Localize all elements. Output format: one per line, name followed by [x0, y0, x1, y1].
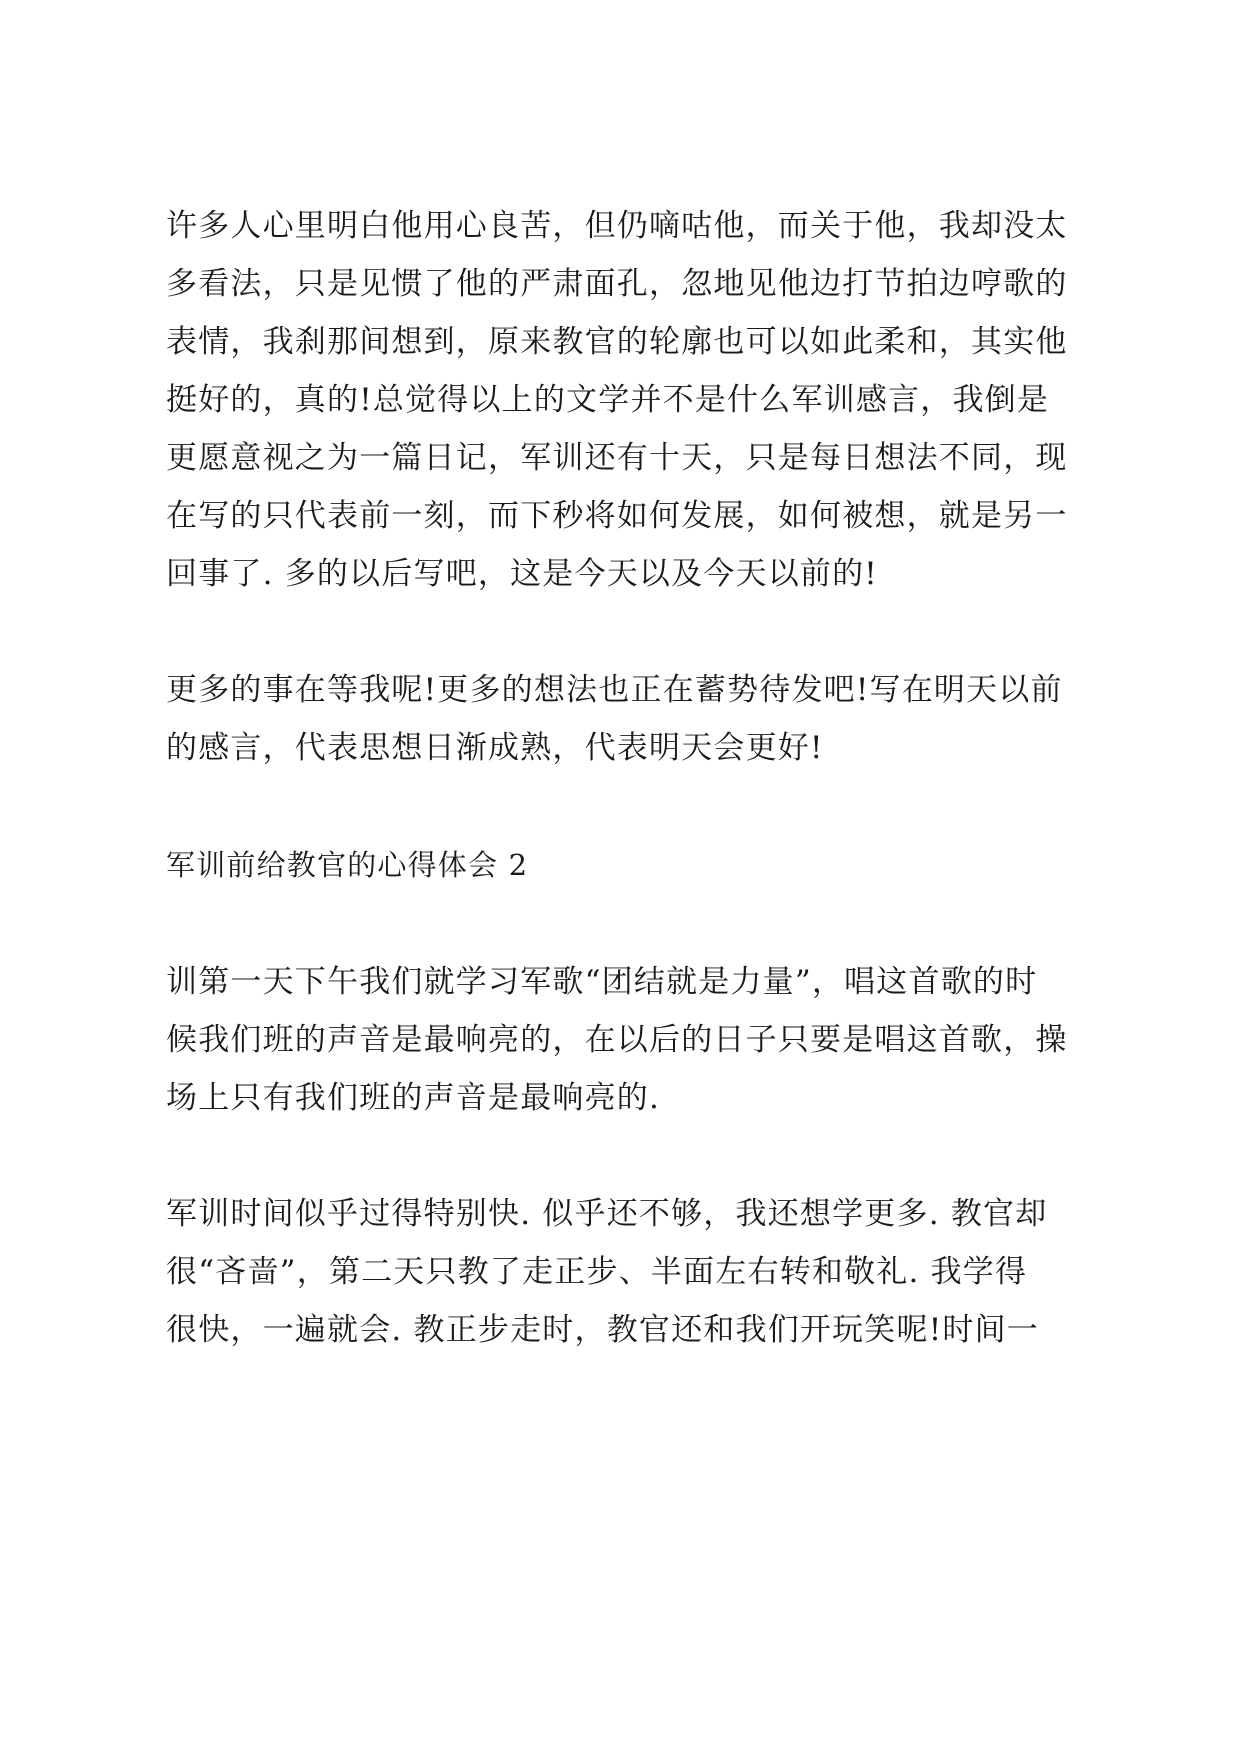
text-line: 很快，一遍就会. 教正步走时，教官还和我们开玩笑呢!时间一 [166, 1312, 1039, 1348]
text-line: 多看法，只是见惯了他的严肃面孔，忽地见他边打节拍边哼歌的 [166, 266, 1068, 302]
text-line: 更愿意视之为一篇日记，军训还有十天，只是每日想法不同，现 [166, 440, 1068, 476]
text-line: 候我们班的声音是最响亮的，在以后的日子只要是唱这首歌，操 [166, 1022, 1068, 1058]
text-line: 的感言，代表思想日渐成熟，代表明天会更好! [166, 730, 824, 766]
text-line: 军训时间似乎过得特别快. 似乎还不够，我还想学更多. 教官却 [166, 1196, 1048, 1232]
heading-text: 军训前给教官的心得体会 2 [166, 848, 529, 882]
text-line: 许多人心里明白他用心良苦，但仍嘀咕他，而关于他，我却没太 [166, 208, 1068, 244]
text-line: 很“吝啬”，第二天只教了走正步、半面左右转和敬礼. 我学得 [166, 1254, 1028, 1290]
text-line: 回事了. 多的以后写吧，这是今天以及今天以前的! [166, 556, 878, 592]
text-line: 表情，我刹那间想到，原来教官的轮廓也可以如此柔和，其实他 [166, 324, 1068, 360]
text-line: 训第一天下午我们就学习军歌“团结就是力量”，唱这首歌的时 [166, 964, 1038, 1000]
text-line: 挺好的，真的!总觉得以上的文学并不是什么军训感言，我倒是 [166, 382, 1050, 418]
text-line: 在写的只代表前一刻，而下秒将如何发展，如何被想，就是另一 [166, 498, 1068, 534]
text-line: 更多的事在等我呢!更多的想法也正在蓄势待发吧!写在明天以前 [166, 672, 1063, 708]
text-line: 场上只有我们班的声音是最响亮的. [166, 1080, 661, 1116]
